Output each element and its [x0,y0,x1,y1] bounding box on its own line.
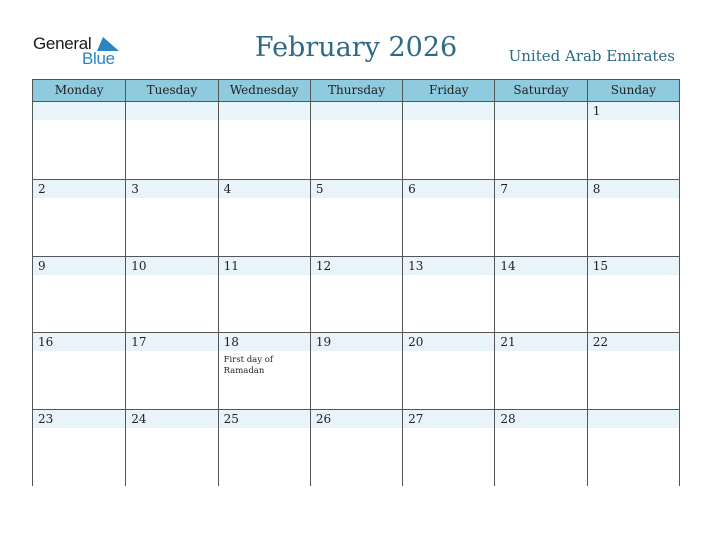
week-row [33,179,679,256]
day-number: 20 [408,335,424,350]
day-number: 1 [592,104,601,118]
day-cell [402,102,494,179]
weekday-label: Monday [54,83,104,97]
day-cell [218,410,310,486]
day-cell [218,257,310,333]
day-cell [402,180,494,256]
day-cell [494,180,586,256]
day-number: 22 [592,335,608,350]
day-cell [125,102,217,179]
day-number: 8 [592,181,601,196]
week-row [33,409,679,486]
day-cell [494,333,586,409]
weekday-label: Friday [402,80,494,101]
day-cell [402,257,494,333]
day-number: 24 [131,412,147,427]
day-cell [402,410,494,486]
holiday-event: First day of Ramadan [223,355,273,377]
day-cell [218,102,310,179]
day-cell [587,410,679,486]
logo-text-blue: Blue [82,49,115,68]
day-cell [494,257,586,333]
day-number: 13 [408,258,424,273]
day-cell [33,102,125,179]
logo-text-general: General [33,34,92,53]
day-cell [125,333,217,409]
day-number: 15 [592,258,608,273]
day-cell [33,410,125,486]
day-cell [310,257,402,333]
weekday-label: Thursday [310,80,402,101]
week-row [33,332,679,409]
calendar-grid [32,79,680,486]
day-cell [494,102,586,179]
day-cell [125,257,217,333]
day-cell [310,180,402,256]
day-number: 16 [38,335,54,350]
day-number: 25 [223,412,239,427]
day-cell [587,333,679,409]
day-number: 17 [131,335,147,350]
day-cell [310,333,402,409]
day-cell [125,410,217,486]
day-number: 5 [315,181,324,196]
day-cell [587,257,679,333]
day-number: 3 [131,181,139,196]
day-cell [310,410,402,486]
weekday-label: Saturday [494,80,586,101]
day-number: 21 [500,335,516,350]
day-cell [218,333,310,409]
day-number: 9 [38,258,46,273]
weekday-label: Sunday [587,80,679,101]
country-label: United Arab Emirates [508,47,675,65]
day-cell [218,180,310,256]
calendar-title: February 2026 [254,32,458,63]
day-cell [494,410,586,486]
day-number: 14 [500,258,516,273]
weekday-label: Tuesday [125,80,217,101]
day-cell [125,180,217,256]
day-number: 7 [500,181,509,196]
weekday-label: Wednesday [218,80,310,101]
day-number: 23 [38,412,54,427]
day-number: 2 [38,181,46,196]
day-number: 12 [315,258,332,273]
day-number: 6 [408,181,416,196]
day-cell [587,102,679,179]
day-number: 28 [500,412,516,427]
day-cell [33,257,125,333]
day-number: 19 [315,335,332,350]
day-cell [402,333,494,409]
day-cell [587,180,679,256]
day-number: 27 [408,412,424,427]
day-cell [33,333,125,409]
day-cell [310,102,402,179]
day-number: 18 [223,335,239,350]
weekday-header [33,80,679,102]
day-number: 10 [131,258,147,273]
day-cell [33,180,125,256]
calendar-weeks [33,102,679,486]
day-number: 11 [223,258,239,273]
week-row [33,102,679,179]
week-row [33,256,679,333]
day-number: 26 [315,412,332,427]
day-number: 4 [223,181,232,196]
